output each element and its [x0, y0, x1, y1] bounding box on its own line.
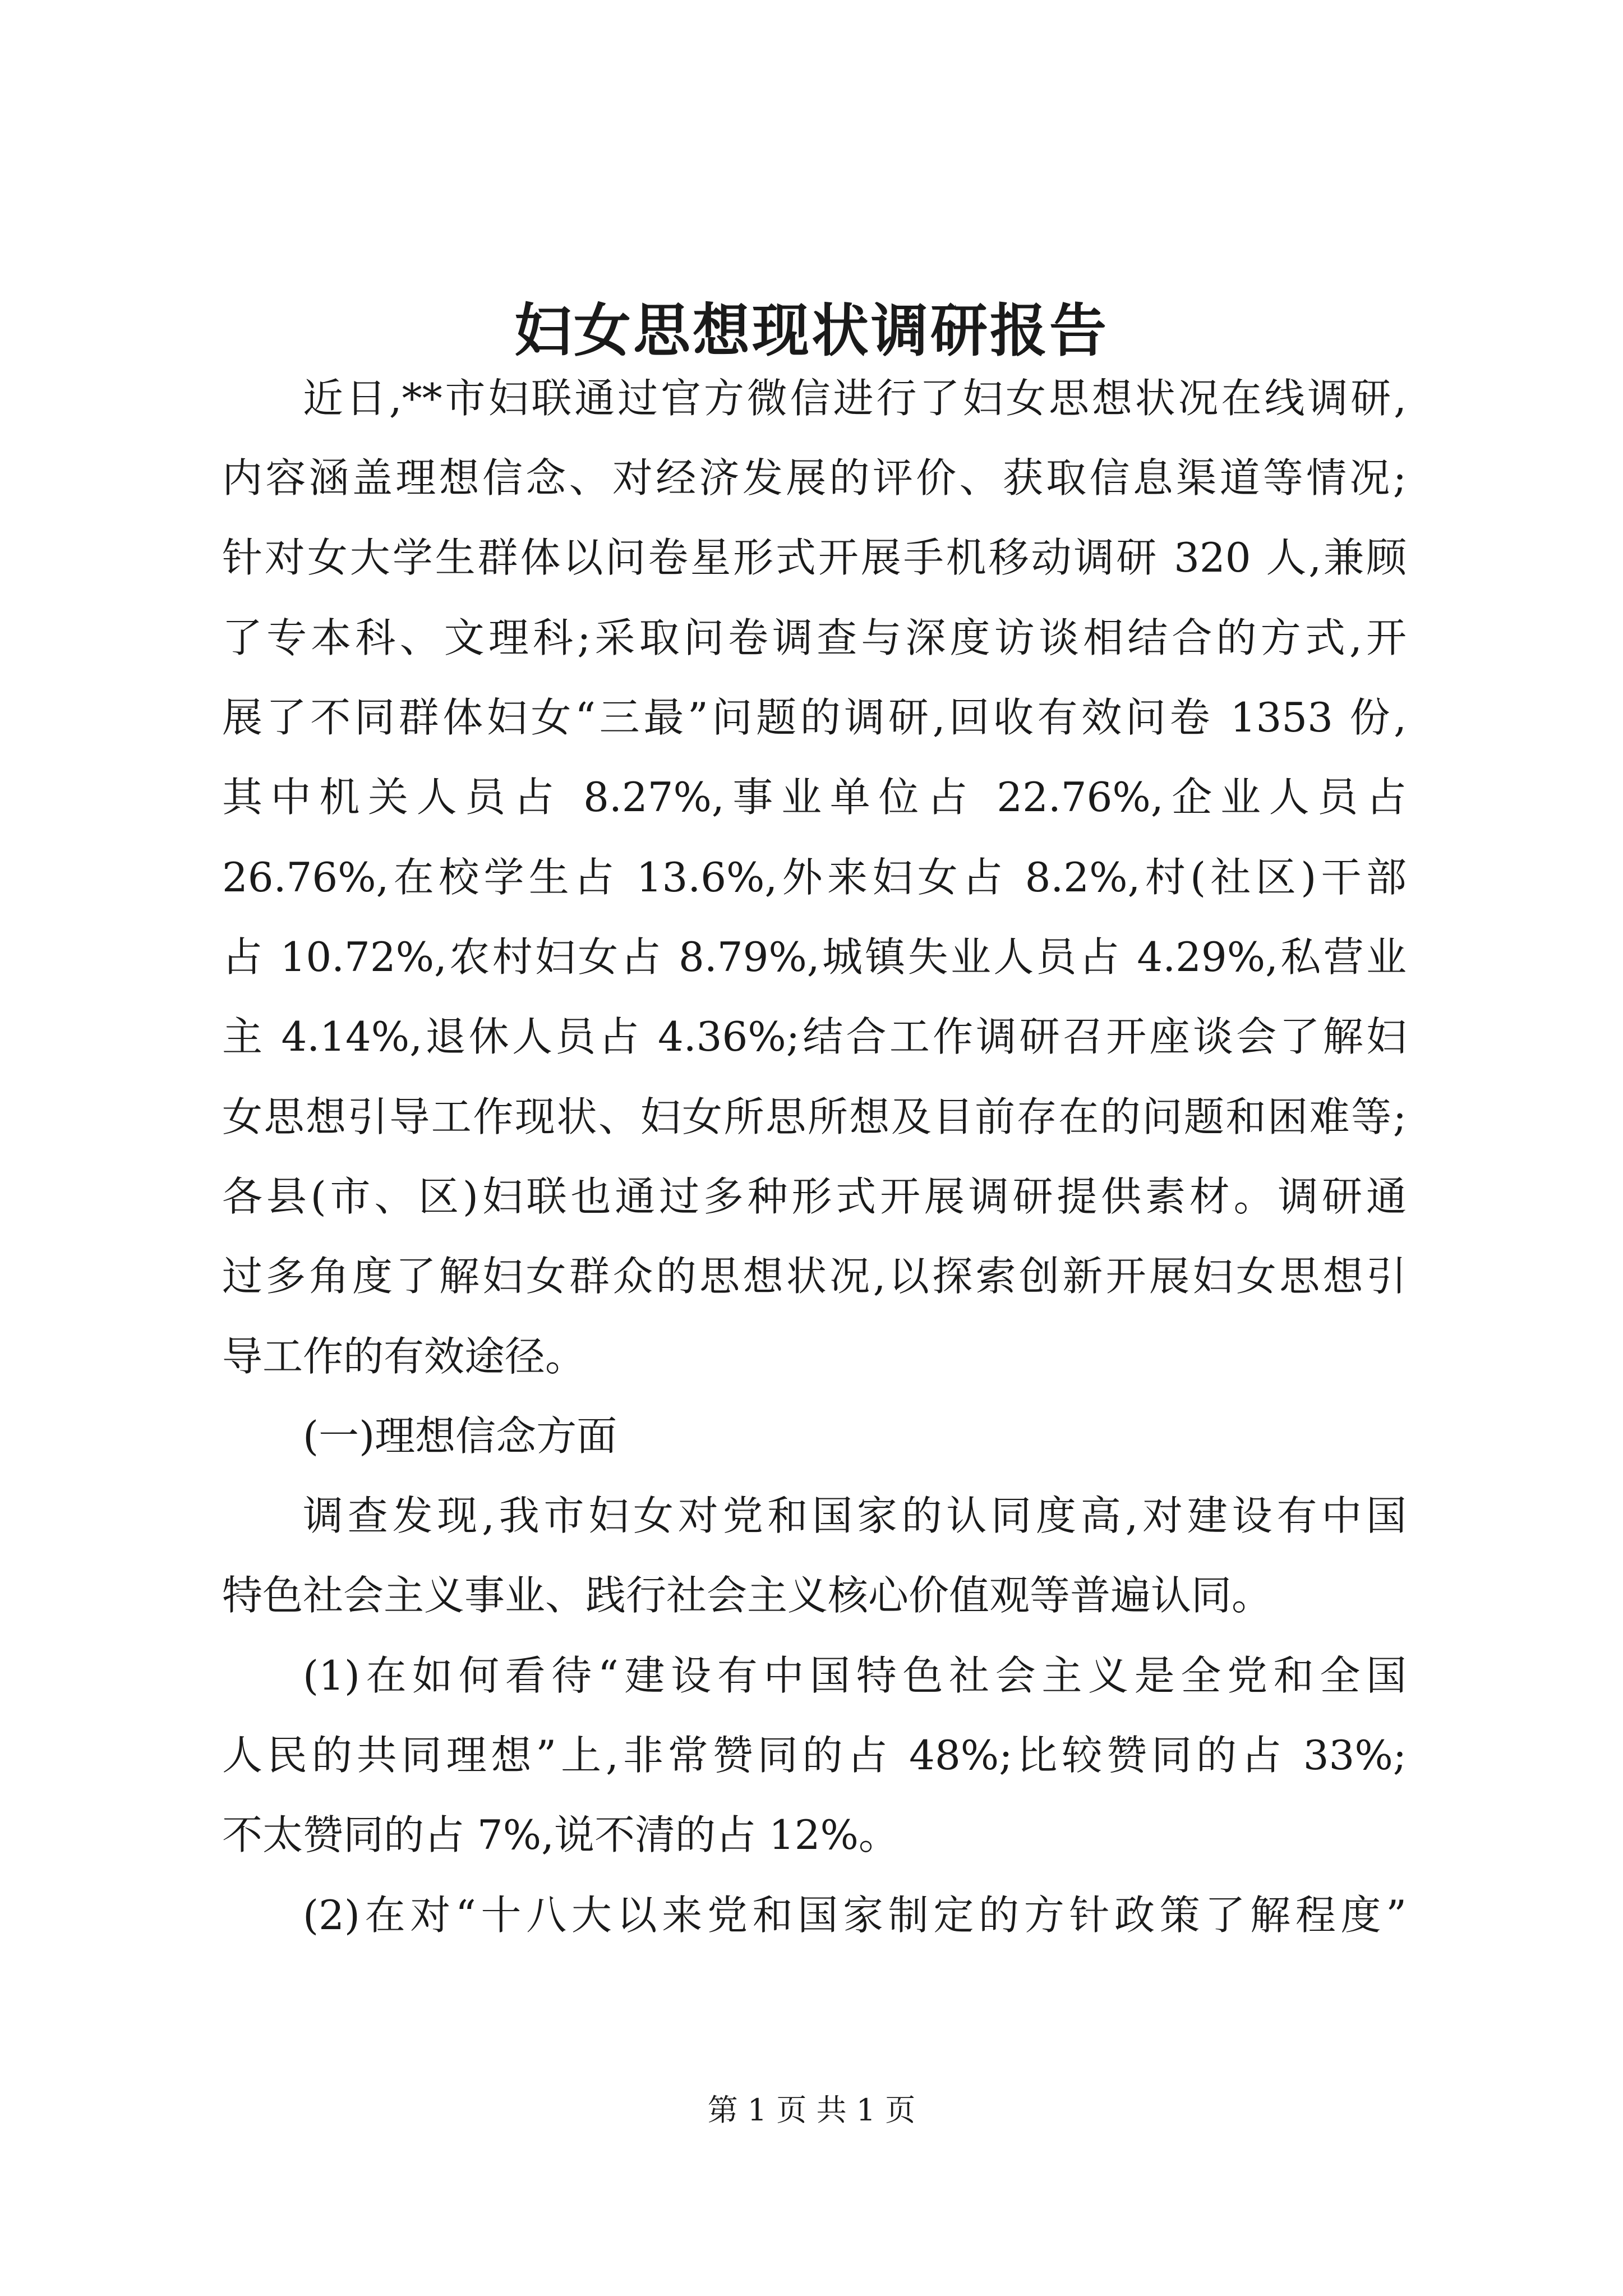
body-line-16: 特色社会主义事业、践行社会主义核心价值观等普遍认同。: [222, 1572, 1272, 1619]
body-line-9: 主 4.14%,退休人员占 4.36%;结合工作调研召开座谈会了解妇: [222, 1013, 1407, 1060]
body-line-11: 各县(市、区)妇联也通过多种形式开展调研提供素材。调研通: [222, 1173, 1407, 1220]
section-heading: (一)理想信念方面: [303, 1412, 617, 1460]
body-line-10: 女思想引导工作现状、妇女所思所想及目前存在的问题和困难等;: [222, 1093, 1407, 1140]
body-line-5: 展了不同群体妇女“三最”问题的调研,回收有效问卷 1353 份,: [222, 694, 1407, 741]
body-line-3: 针对女大学生群体以问卷星形式开展手机移动调研 320 人,兼顾: [222, 534, 1407, 581]
body-line-7: 26.76%,在校学生占 13.6%,外来妇女占 8.2%,村(社区)干部: [222, 854, 1407, 901]
body-line-8: 占 10.72%,农村妇女占 8.79%,城镇失业人员占 4.29%,私营业: [222, 933, 1407, 981]
body-line-17: (1)在如何看待“建设有中国特色社会主义是全党和全国: [303, 1652, 1407, 1699]
body-line-20: (2)在对“十八大以来党和国家制定的方针政策了解程度”: [303, 1892, 1407, 1939]
body-line-1: 近日,**市妇联通过官方微信进行了妇女思想状况在线调研,: [303, 375, 1407, 422]
body-line-13: 导工作的有效途径。: [222, 1333, 586, 1380]
body-line-2: 内容涵盖理想信念、对经济发展的评价、获取信息渠道等情况;: [222, 454, 1407, 501]
page-number-footer: 第 1 页 共 1 页: [707, 2092, 916, 2128]
body-line-15: 调查发现,我市妇女对党和国家的认同度高,对建设有中国: [303, 1492, 1407, 1539]
body-line-4: 了专本科、文理科;采取问卷调查与深度访谈相结合的方式,开: [222, 614, 1407, 661]
body-line-18: 人民的共同理想”上,非常赞同的占 48%;比较赞同的占 33%;: [222, 1732, 1407, 1779]
document-title: 妇女思想现状调研报告: [514, 297, 1109, 365]
body-line-6: 其中机关人员占 8.27%,事业单位占 22.76%,企业人员占: [222, 774, 1407, 821]
body-line-19: 不太赞同的占 7%,说不清的占 12%。: [222, 1811, 899, 1858]
body-line-12: 过多角度了解妇女群众的思想状况,以探索创新开展妇女思想引: [222, 1253, 1407, 1300]
